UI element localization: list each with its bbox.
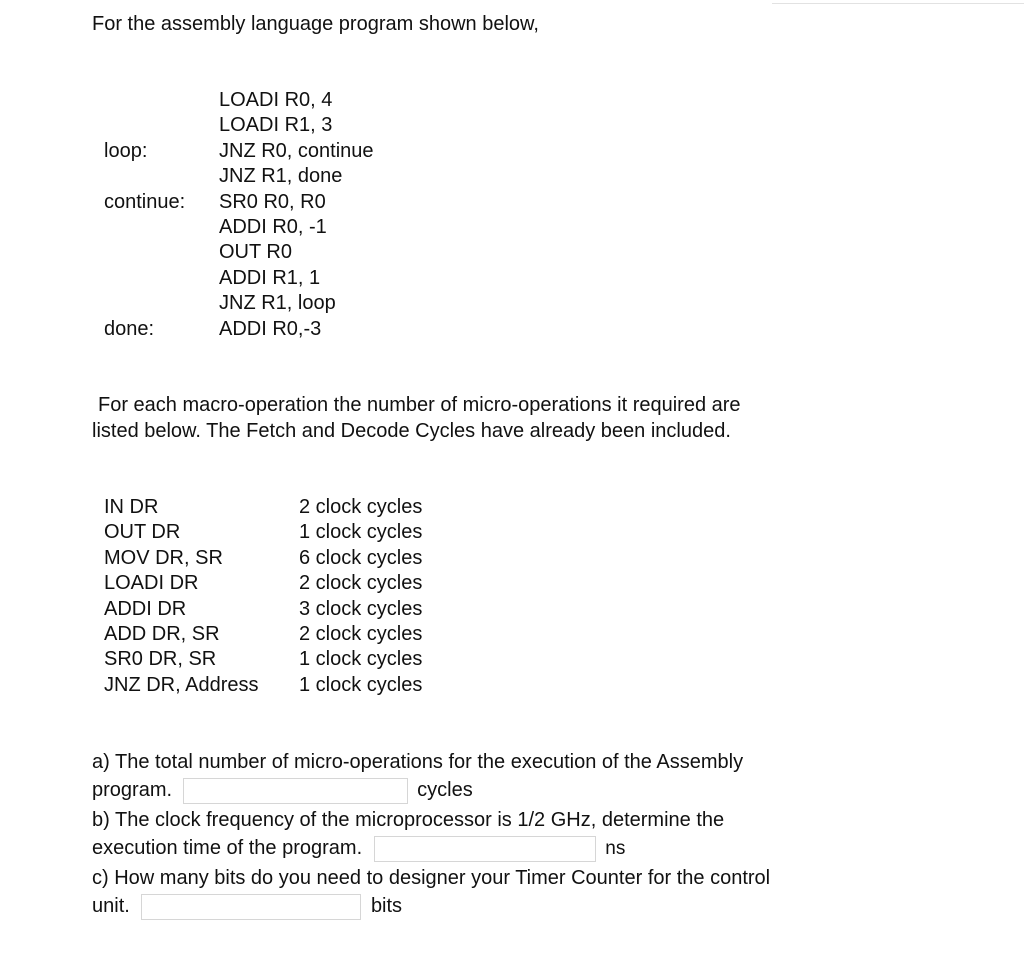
- program-label: [104, 215, 219, 240]
- program-instruction: ADDI R0,-3: [219, 317, 322, 340]
- question-b-text: b) The clock frequency of the microprocessor is 1/2 GHz, determine the: [92, 809, 725, 831]
- question-c-prefix: unit.: [92, 895, 130, 917]
- program-label: [104, 266, 219, 291]
- program-label: done:: [104, 317, 155, 340]
- program-line: [104, 164, 374, 189]
- program-line: [104, 291, 374, 316]
- micro-op-row: [104, 622, 422, 647]
- program-label: [104, 164, 219, 189]
- micro-ops-intro: [92, 392, 852, 444]
- micro-op-name: ADD DR, SR: [104, 623, 220, 646]
- program-instruction: JNZ R1, done: [219, 165, 343, 188]
- question-c-answer-input[interactable]: [141, 894, 361, 920]
- program-instruction: ADDI R0, -1: [219, 216, 327, 239]
- question-a-answer-input[interactable]: [183, 778, 408, 804]
- question-b-unit: ns: [605, 838, 626, 859]
- micro-op-row: [104, 520, 422, 545]
- intro-text: For the assembly language program shown below,: [92, 13, 539, 35]
- program-label: continue:: [104, 190, 186, 213]
- program-instruction: SR0 R0, R0: [219, 190, 326, 213]
- program-line: [104, 215, 374, 240]
- program-instruction: LOADI R1, 3: [219, 114, 333, 137]
- question-a-answer-row: [92, 776, 912, 804]
- micro-op-cycles: 6 clock cycles: [299, 546, 423, 569]
- program-line: [104, 317, 374, 342]
- question-b-answer-input[interactable]: [374, 836, 596, 862]
- program-line: [104, 113, 374, 138]
- program-instruction: OUT R0: [219, 241, 292, 264]
- program-listing: [104, 88, 374, 342]
- program-label: [104, 113, 219, 138]
- question-c-unit: bits: [370, 895, 403, 917]
- program-instruction: JNZ R1, loop: [219, 292, 336, 315]
- program-instruction: ADDI R1, 1: [219, 266, 321, 289]
- question-a-unit: cycles: [417, 779, 473, 801]
- micro-op-row: [104, 673, 422, 698]
- program-line: [104, 139, 374, 164]
- micro-ops-intro-line1: For each macro-operation the number of micro-operations it required are: [98, 394, 741, 416]
- program-instruction: LOADI R0, 4: [219, 89, 333, 111]
- question-b-prefix: execution time of the program.: [92, 837, 363, 859]
- question-a-text: a) The total number of micro-operations for the execution of the Assembly: [92, 751, 744, 773]
- program-line: [104, 266, 374, 291]
- micro-op-row: [104, 647, 422, 672]
- micro-op-row: [104, 546, 422, 571]
- micro-op-row: [104, 495, 422, 520]
- micro-op-cycles: 2 clock cycles: [299, 572, 423, 595]
- program-label: loop:: [104, 139, 148, 162]
- program-label: [104, 240, 219, 265]
- program-line: [104, 190, 374, 215]
- question-a-prefix: program.: [92, 779, 173, 801]
- program-line: [104, 88, 374, 113]
- micro-op-cycles: 2 clock cycles: [299, 623, 423, 646]
- question-c-text: c) How many bits do you need to designer your Timer Counter for the control: [92, 867, 771, 889]
- micro-op-cycles: 1 clock cycles: [299, 648, 423, 671]
- micro-op-cycles: 3 clock cycles: [299, 597, 423, 620]
- micro-op-name: JNZ DR, Address: [104, 673, 259, 696]
- question-b-answer-row: [92, 834, 912, 862]
- micro-op-name: OUT DR: [104, 521, 181, 544]
- program-line: [104, 240, 374, 265]
- micro-op-name: ADDI DR: [104, 597, 187, 620]
- micro-op-row: [104, 571, 422, 596]
- micro-op-cycles: 1 clock cycles: [299, 673, 423, 696]
- micro-op-row: [104, 597, 422, 622]
- micro-op-name: SR0 DR, SR: [104, 648, 217, 671]
- micro-op-name: IN DR: [104, 496, 159, 518]
- micro-op-cycles: 2 clock cycles: [299, 496, 423, 518]
- micro-op-name: MOV DR, SR: [104, 546, 223, 569]
- micro-ops-table: [104, 495, 422, 698]
- program-label: [104, 291, 219, 316]
- micro-ops-intro-line2: listed below. The Fetch and Decode Cycles have already been included.: [92, 420, 731, 442]
- program-label: [104, 88, 219, 113]
- question-c-answer-row: [92, 892, 912, 920]
- micro-op-name: LOADI DR: [104, 572, 199, 595]
- top-divider: [772, 0, 1024, 4]
- questions: [92, 748, 912, 920]
- micro-op-cycles: 1 clock cycles: [299, 521, 423, 544]
- program-instruction: JNZ R0, continue: [219, 139, 374, 162]
